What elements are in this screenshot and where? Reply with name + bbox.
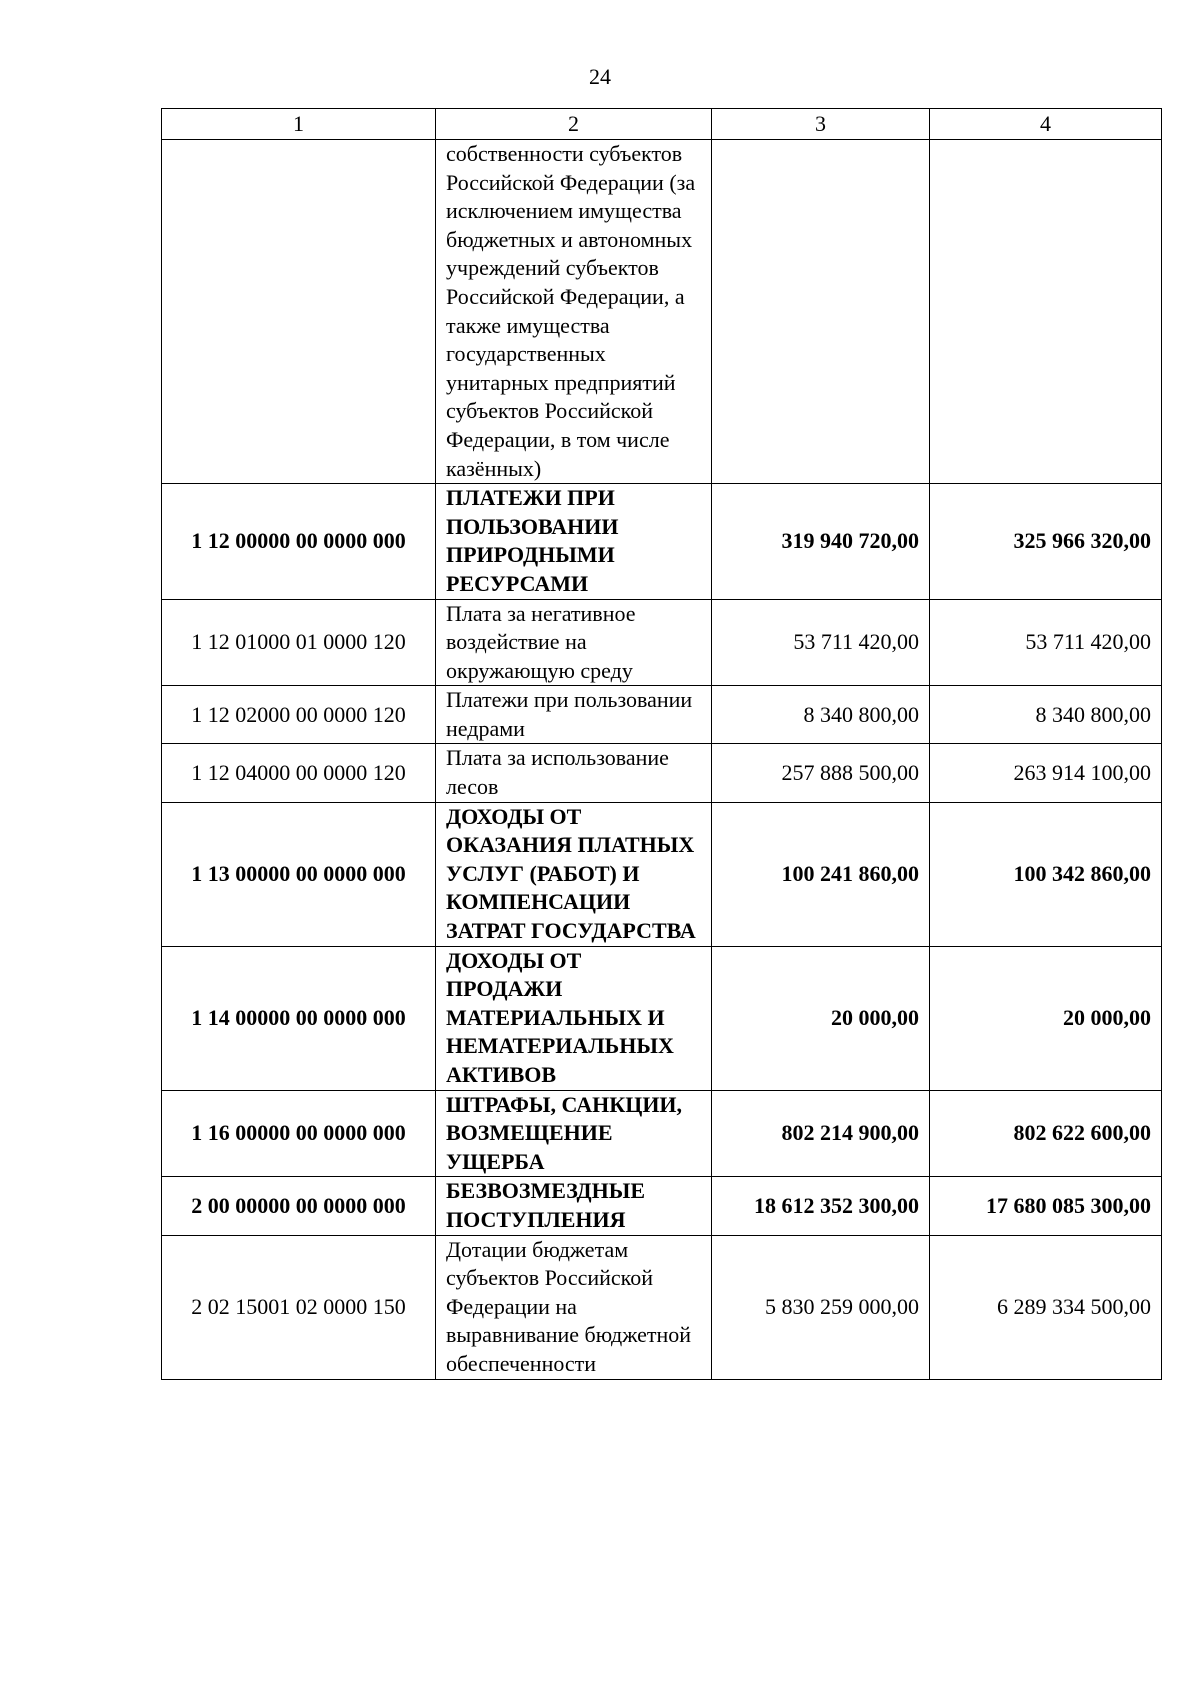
page-number: 24 [589,64,611,89]
row-name: Плата за использование лесов [436,744,712,802]
table-row [162,140,1162,484]
table-row [162,686,1162,744]
row-value-col3: 319 940 720,00 [712,484,930,599]
row-value-col3: 802 214 900,00 [712,1090,930,1177]
row-name: Дотации бюджетам субъектов Российской Федерации на выравнивание бюджетной обеспеченности [436,1235,712,1379]
row-code: 1 12 04000 00 0000 120 [162,744,436,802]
row-code: 2 02 15001 02 0000 150 [162,1235,436,1379]
row-value-col4: 100 342 860,00 [930,802,1162,946]
table-row [162,484,1162,599]
column-header-4: 4 [930,109,1162,140]
row-value-col4: 8 340 800,00 [930,686,1162,744]
row-value-col4: 17 680 085 300,00 [930,1177,1162,1235]
row-value-col4: 263 914 100,00 [930,744,1162,802]
column-header-2: 2 [436,109,712,140]
row-code: 1 12 02000 00 0000 120 [162,686,436,744]
row-value-col3: 20 000,00 [712,946,930,1090]
row-value-col3: 100 241 860,00 [712,802,930,946]
row-value-col4: 20 000,00 [930,946,1162,1090]
row-code: 1 12 00000 00 0000 000 [162,484,436,599]
table-header-row [162,109,1162,140]
table-row [162,744,1162,802]
table-row [162,802,1162,946]
row-value-col3: 5 830 259 000,00 [712,1235,930,1379]
row-name: Плата за негативное воздействие на окружающую среду [436,599,712,686]
row-name: ДОХОДЫ ОТ ОКАЗАНИЯ ПЛАТНЫХ УСЛУГ (РАБОТ) И КОМПЕНСАЦИИ ЗАТРАТ ГОСУДАРСТВА [436,802,712,946]
table-row [162,1235,1162,1379]
row-code: 1 14 00000 00 0000 000 [162,946,436,1090]
row-name: Платежи при пользовании недрами [436,686,712,744]
budget-table [161,108,1162,1380]
table-row [162,1177,1162,1235]
row-value-col3: 8 340 800,00 [712,686,930,744]
table-row [162,599,1162,686]
row-code: 2 00 00000 00 0000 000 [162,1177,436,1235]
row-code: 1 12 01000 01 0000 120 [162,599,436,686]
row-value-col4: 6 289 334 500,00 [930,1235,1162,1379]
row-value-col4 [930,140,1162,484]
row-value-col3: 18 612 352 300,00 [712,1177,930,1235]
row-name: ШТРАФЫ, САНКЦИИ, ВОЗМЕЩЕНИЕ УЩЕРБА [436,1090,712,1177]
row-name: ПЛАТЕЖИ ПРИ ПОЛЬЗОВАНИИ ПРИРОДНЫМИ РЕСУРСАМИ [436,484,712,599]
column-header-1: 1 [162,109,436,140]
row-value-col4: 802 622 600,00 [930,1090,1162,1177]
row-value-col4: 53 711 420,00 [930,599,1162,686]
table-row [162,946,1162,1090]
row-value-col4: 325 966 320,00 [930,484,1162,599]
row-name: ДОХОДЫ ОТ ПРОДАЖИ МАТЕРИАЛЬНЫХ И НЕМАТЕРИАЛЬНЫХ АКТИВОВ [436,946,712,1090]
table-row [162,1090,1162,1177]
row-name: собственности субъектов Российской Федерации (за исключением имущества бюджетных и автономных учреждений субъектов Российской Федерации, а также имущества государственных унитарных предприятий субъектов Российской Федерации, в том числе казённых) [436,140,712,484]
column-header-3: 3 [712,109,930,140]
row-code: 1 13 00000 00 0000 000 [162,802,436,946]
row-code [162,140,436,484]
row-value-col3: 257 888 500,00 [712,744,930,802]
row-value-col3 [712,140,930,484]
row-code: 1 16 00000 00 0000 000 [162,1090,436,1177]
row-value-col3: 53 711 420,00 [712,599,930,686]
row-name: БЕЗВОЗМЕЗДНЫЕ ПОСТУПЛЕНИЯ [436,1177,712,1235]
